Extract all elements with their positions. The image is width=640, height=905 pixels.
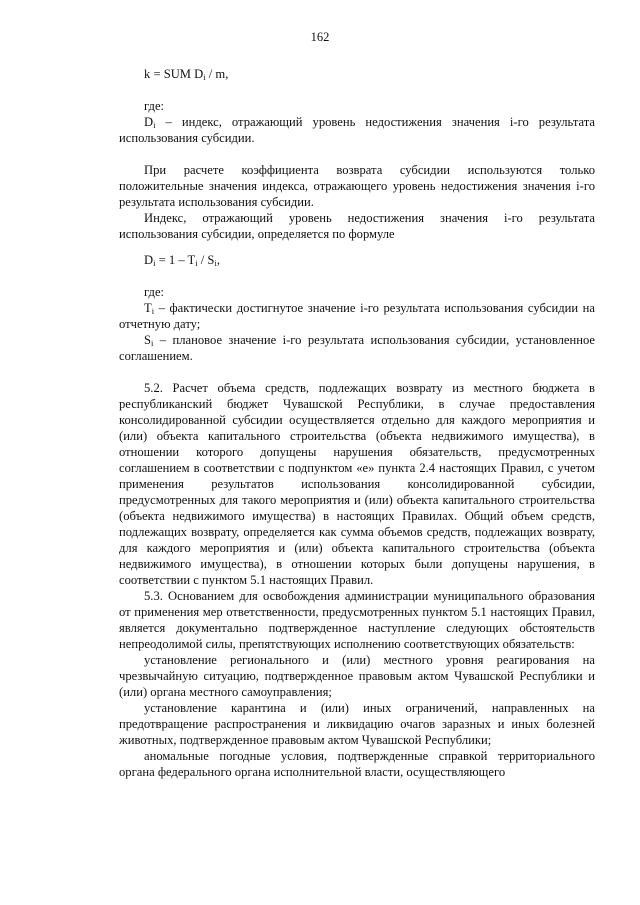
def-s-text: – плановое значение i-го результата использования субсидии, установленное соглашением. (119, 333, 595, 363)
formula-k (119, 66, 595, 82)
def-s-subscript: i (151, 338, 154, 348)
definition-t (119, 300, 595, 332)
formula-d-slash: / S (197, 253, 215, 267)
formula-d-end: , (216, 253, 220, 267)
formula-s-subscript: i (214, 258, 217, 268)
formula-d-symbol: D (144, 253, 154, 267)
document-body (119, 66, 595, 780)
formula-d-subscript: i (153, 258, 156, 268)
formula-k-text: k = SUM D (144, 67, 204, 81)
list-item-weather: аномальные погодные условия, подтвержденные справкой территориального органа федерального органа исполнительной власти, осуществляющего (119, 749, 595, 779)
paragraph-5-2: 5.2. Расчет объема средств, подлежащих возврату из местного бюджета в республиканский бюджет Чувашской Республики, в случае предоставления консолидированной субсидии осуществляется отдельно для каждого мероприятия и (или) объекта капитального строительства (объекта недвижимого имущества), в отношении которого допущены нарушения обязательств, предусмотренных соглашением в соответствии с подпунктом «е» пункта 2.4 настоящих Правил, с учетом применения результатов использования консолидированной субсидии, предусмотренных для такого мероприятия и (или) объекта капитального строительства (объекта недвижимого имущества) в настоящих Правилах. Общий объем средств, подлежащих возврату, определяется как сумма объемов средств, подлежащих возврату, для каждого мероприятия и (или) объекта капитального строительства (объекта недвижимого имущества), в отношении которых были допущены нарушения, в соответствии с пунктом 5.1 настоящих Правил. (119, 381, 595, 587)
def-t-text: – фактически достигнутое значение i-го результата использования субсидии на отчетную дату; (119, 301, 595, 331)
definition-d (119, 114, 595, 146)
definition-s (119, 332, 595, 364)
formula-d (119, 252, 595, 268)
def-t-subscript: i (151, 306, 155, 316)
formula-d-mid: = 1 – T (155, 253, 196, 267)
where-label-1: где: (144, 99, 165, 113)
list-item-quarantine: установление карантина и (или) иных ограничений, направленных на предотвращение распространения и ликвидацию очагов заразных и иных болезней животных, подтвержденное правовым актом Чувашской Республики; (119, 701, 595, 747)
def-d-subscript: i (153, 120, 156, 130)
def-s-symbol: S (144, 333, 152, 347)
paragraph-index-formula-intro: Индекс, отражающий уровень недостижения значения i-го результата использования субсидии, определяется по формуле (119, 211, 595, 241)
def-d-symbol: D (144, 115, 154, 129)
formula-t-subscript: i (195, 258, 198, 268)
page-number: 162 (310, 30, 330, 44)
def-d-text: – индекс, отражающий уровень недостижения значения i-го результата использования субсидии. (119, 115, 595, 145)
formula-k-subscript: i (203, 72, 206, 82)
formula-k-suffix: / m, (205, 67, 229, 81)
paragraph-positive-values: При расчете коэффициента возврата субсидии используются только положительные значения индекса, отражающего уровень недостижения значения i-го результата использования субсидии. (119, 163, 595, 209)
def-t-symbol: T (144, 301, 152, 315)
paragraph-5-3: 5.3. Основанием для освобождения администрации муниципального образования от применения мер ответственности, предусмотренных пунктом 5.1 настоящих Правил, является документально подтвержденное наступление следующих обстоятельств непреодолимой силы, препятствующих исполнению соответствующих обязательств: (119, 589, 595, 651)
list-item-emergency: установление регионального и (или) местного уровня реагирования на чрезвычайную ситуацию, подтвержденное правовым актом Чувашской Республики и (или) органа местного самоуправления; (119, 653, 595, 699)
where-label-2: где: (144, 285, 165, 299)
